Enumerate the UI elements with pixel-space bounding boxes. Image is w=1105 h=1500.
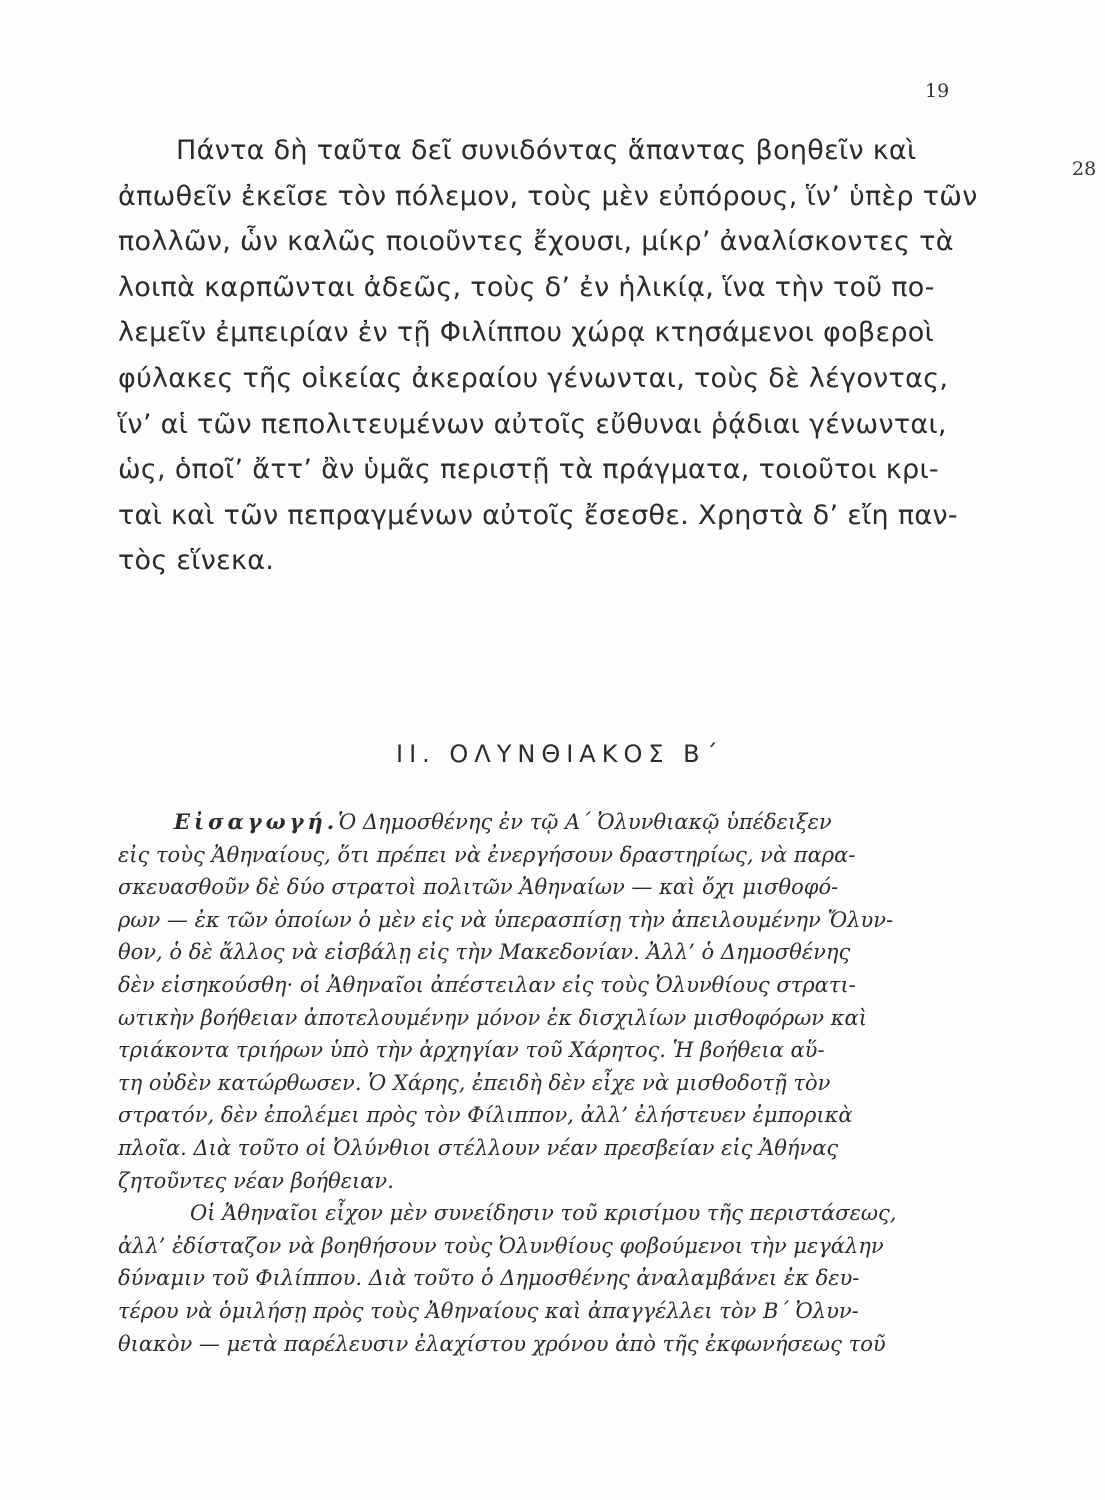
text-line: πολλῶν, ὧν καλῶς ποιοῦντες ἔχουσι, μίκρ’ ἀναλίσκοντες τὰ: [118, 226, 954, 258]
text-line: ἵν’ αἱ τῶν πεπολιτευμένων αὐτοῖς εὔθυναι ῥᾴδιαι γένωνται,: [118, 408, 947, 440]
greek-text-block: [118, 128, 978, 584]
intro-line: τέρου νὰ ὁμιλήσῃ πρὸς τοὺς Ἀθηναίους καὶ ἀπαγγέλλει τὸν Β΄ Ὀλυν-: [118, 1298, 859, 1323]
section-heading: II. ΟΛΥΝΘΙΑΚΟΣ Β΄: [396, 740, 724, 768]
intro-line: τριάκοντα τριήρων ὑπὸ τὴν ἀρχηγίαν τοῦ Χάρητος. Ἡ βοήθεια αὕ-: [118, 1038, 825, 1063]
text-line: ἀπωθεῖν ἐκεῖσε τὸν πόλεμον, τοὺς μὲν εὐπόρους, ἵν’ ὑπὲρ τῶν: [118, 180, 978, 212]
intro-line: πλοῖα. Διὰ τοῦτο οἱ Ὀλύνθιοι στέλλουν νέαν πρεσβείαν εἰς Ἀθήνας: [118, 1135, 839, 1160]
intro-line: θον, ὁ δὲ ἄλλος νὰ εἰσβάλῃ εἰς τὴν Μακεδονίαν. Ἀλλ’ ὁ Δημοσθένης: [118, 940, 851, 965]
page-number: 19: [925, 80, 950, 102]
intro-line-text: Ὁ Δημοσθένης ἐν τῷ Α΄ Ὀλυνθιακῷ ὑπέδειξεν: [338, 810, 832, 834]
introduction-label: Εἰσαγωγή.: [174, 809, 339, 834]
intro-line: ωτικὴν βοήθειαν ἀποτελουμένην μόνον ἐκ δισχιλίων μισθοφόρων καὶ: [118, 1005, 867, 1030]
intro-line: Οἱ Ἀθηναῖοι εἶχον μὲν συνείδησιν τοῦ κρισίμου τῆς περιστάσεως,: [190, 1201, 897, 1226]
text-line: τὸς εἵνεκα.: [118, 545, 275, 577]
intro-line: τη οὐδὲν κατώρθωσεν. Ὁ Χάρης, ἐπειδὴ δὲν εἶχε νὰ μισθοδοτῇ τὸν: [118, 1070, 831, 1095]
intro-line: εἰς τοὺς Ἀθηναίους, ὅτι πρέπει νὰ ἐνεργήσουν δραστηρίως, νὰ παρα-: [118, 842, 856, 867]
text-line: φύλακες τῆς οἰκείας ἀκεραίου γένωνται, τοὺς δὲ λέγοντας,: [118, 362, 949, 394]
intro-line: στρατόν, δὲν ἐπολέμει πρὸς τὸν Φίλιππον, ἀλλ’ ἐλήστευεν ἐμπορικὰ: [118, 1103, 853, 1128]
intro-line: [118, 806, 978, 839]
text-line: ὡς, ὁποῖ’ ἄττ’ ἂν ὑμᾶς περιστῇ τὰ πράγματα, τοιοῦτοι κρι-: [118, 454, 939, 486]
intro-line: θιακὸν — μετὰ παρέλευσιν ἐλαχίστου χρόνου ἀπὸ τῆς ἐκφωνήσεως τοῦ: [118, 1331, 886, 1356]
text-line: λεμεῖν ἐμπειρίαν ἐν τῇ Φιλίππου χώρᾳ κτησάμενοι φοβεροὶ: [118, 317, 935, 349]
intro-line: ρων — ἐκ τῶν ὁποίων ὁ μὲν εἰς νὰ ὑπερασπίσῃ τὴν ἀπειλουμένην Ὄλυν-: [118, 907, 894, 932]
text-line: Πάντα δὴ ταῦτα δεῖ συνιδόντας ἅπαντας βοηθεῖν καὶ: [176, 135, 917, 166]
text-line: ταὶ καὶ τῶν πεπραγμένων αὐτοῖς ἔσεσθε. Χρηστὰ δ’ εἴη παν-: [118, 499, 958, 531]
intro-line: δὲν εἰσηκούσθη· οἱ Ἀθηναῖοι ἀπέστειλαν εἰς τοὺς Ὀλυνθίους στρατι-: [118, 972, 856, 997]
intro-line: σκευασθοῦν δὲ δύο στρατοὶ πολιτῶν Ἀθηναίων — καὶ ὄχι μισθοφό-: [118, 875, 839, 900]
intro-line: ἀλλ’ ἐδίσταζον νὰ βοηθήσουν τοὺς Ὀλυνθίους φοβούμενοι τὴν μεγάλην: [118, 1233, 884, 1258]
intro-line: δύναμιν τοῦ Φιλίππου. Διὰ τοῦτο ὁ Δημοσθένης ἀναλαμβάνει ἐκ δευ-: [118, 1266, 860, 1291]
introduction-block: [118, 806, 978, 1360]
intro-line: ζητοῦντες νέαν βοήθειαν.: [118, 1168, 394, 1193]
margin-line-reference: 28: [1072, 158, 1097, 180]
text-line: λοιπὰ καρπῶνται ἀδεῶς, τοὺς δ’ ἐν ἡλικίᾳ, ἵνα τὴν τοῦ πο-: [118, 271, 935, 303]
